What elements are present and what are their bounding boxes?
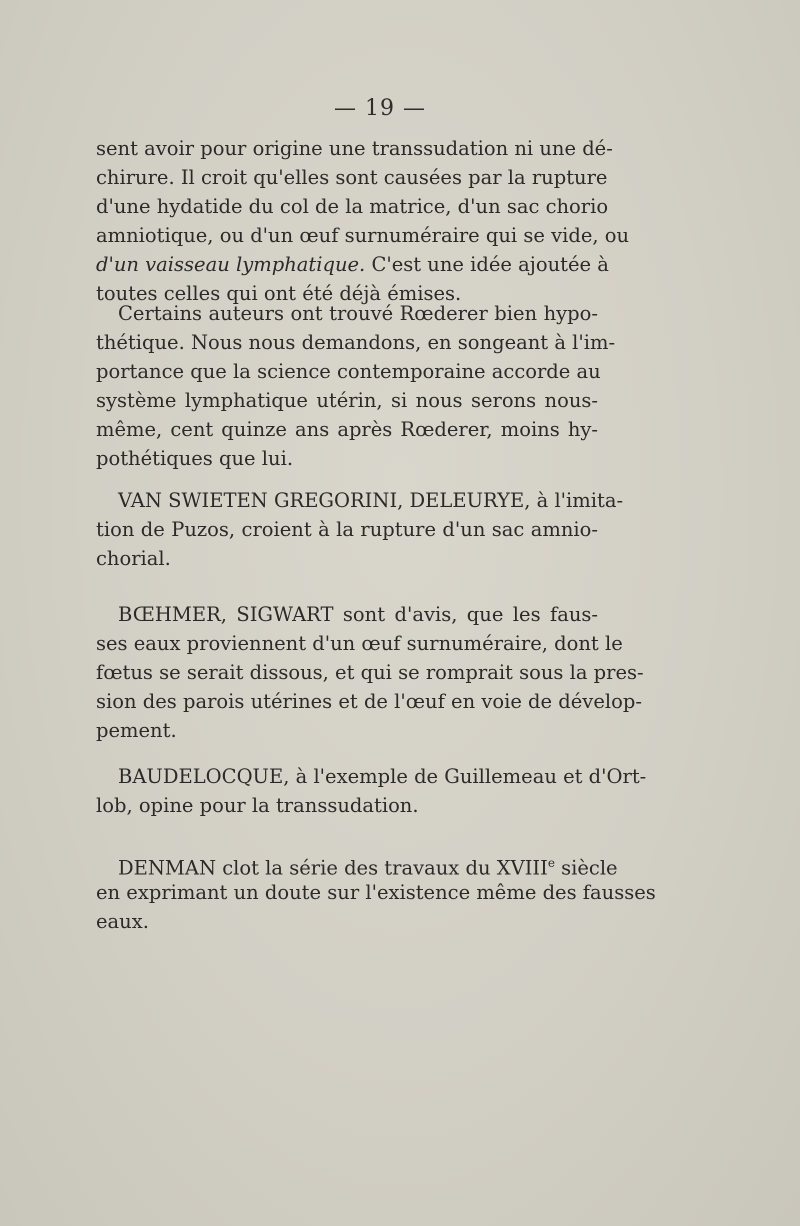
paragraph-6 [96,849,656,936]
text-line: tion de Puzos, croient à la rupture d'un sac amnio- [96,518,598,541]
paragraph-5 [96,762,647,820]
text-line: chorial. [96,547,171,570]
text-line: sent avoir pour origine une transsudation ni une dé- [96,137,613,160]
text-line: DENMAN clot la série des travaux du XVIIIe siècle [118,856,618,880]
paragraph-3 [96,486,624,573]
text-line: BAUDELOCQUE, à l'exemple de Guillemeau et d'Ort- [118,765,647,788]
italic-phrase: d'un vaisseau lymphatique. [96,253,366,276]
page-number: — 19 — [334,96,426,121]
paragraph-2 [96,299,616,473]
text-line: eaux. [96,910,149,933]
text-line: toutes celles qui ont été déjà émises. [96,282,462,305]
text-line: pement. [96,719,177,742]
text-line: sion des parois utérines et de l'œuf en voie de dévelop- [96,690,642,713]
text-line: thétique. Nous nous demandons, en songeant à l'im- [96,331,616,354]
text-line: Certains auteurs ont trouvé Rœderer bien hypo- [118,302,598,325]
text-line: chirure. Il croit qu'elles sont causées par la rupture [96,166,608,189]
text-line: même, cent quinze ans après Rœderer, moins hy- [96,418,598,441]
paragraph-4 [96,600,644,745]
text-line: portance que la science contemporaine accorde au [96,360,601,383]
paragraph-1 [96,134,630,308]
text-line: d'un vaisseau lymphatique. C'est une idée ajoutée à [96,253,609,276]
text-line: amniotique, ou d'un œuf surnuméraire qui se vide, ou [96,224,630,247]
text-line: en exprimant un doute sur l'existence même des fausses [96,881,656,904]
superscript: e [547,856,555,870]
text-line: fœtus se serait dissous, et qui se romprait sous la pres- [96,661,644,684]
text-line: VAN SWIETEN GREGORINI, DELEURYE, à l'imita- [118,489,624,512]
text-line: système lymphatique utérin, si nous serons nous- [96,389,598,412]
text-line: pothétiques que lui. [96,447,294,470]
text-line: lob, opine pour la transsudation. [96,794,419,817]
text-line: BŒHMER, SIGWART sont d'avis, que les faus- [118,603,598,626]
text-line: ses eaux proviennent d'un œuf surnuméraire, dont le [96,632,623,655]
text-line: d'une hydatide du col de la matrice, d'un sac chorio [96,195,609,218]
